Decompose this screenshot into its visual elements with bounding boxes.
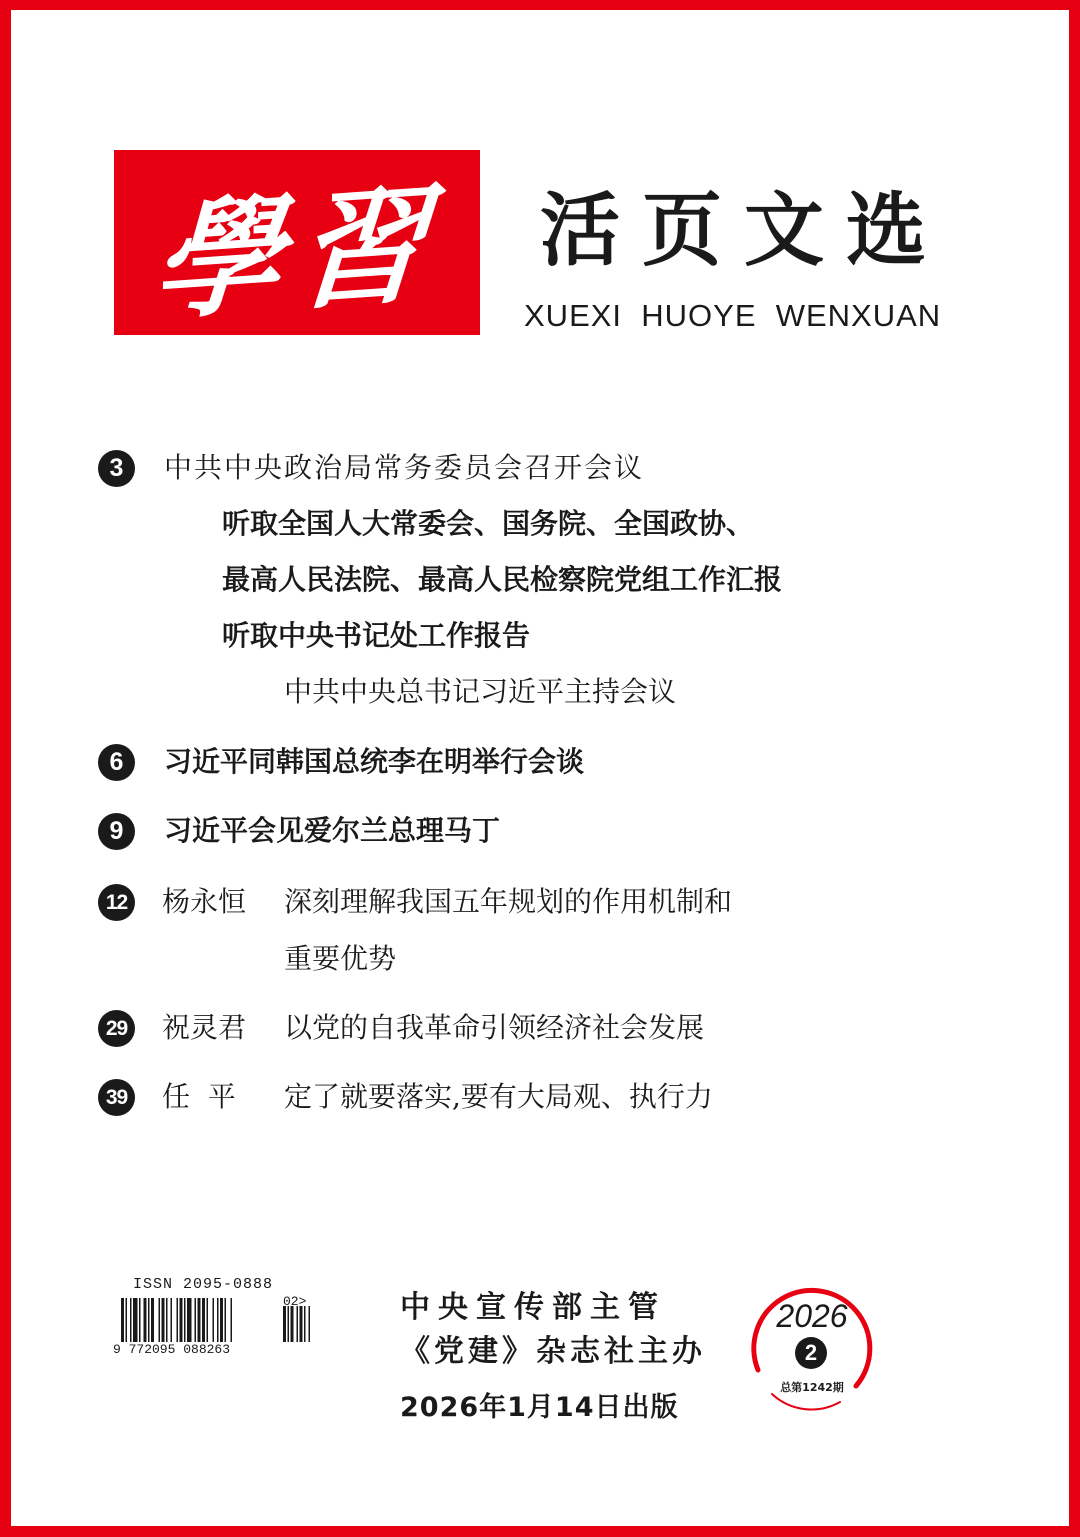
barcode-bar [148, 1298, 150, 1342]
issue-year: 2026 [776, 1298, 848, 1334]
barcode-addon-bar [304, 1306, 306, 1342]
toc-author: 任 平 [162, 1080, 236, 1113]
barcode-bar [207, 1298, 209, 1342]
barcode-addon-bar [288, 1306, 290, 1342]
barcode-bar [162, 1298, 165, 1342]
barcode-addon-bar [300, 1306, 303, 1342]
barcode-bar [171, 1298, 173, 1342]
magazine-title: 活页文选 [540, 183, 948, 277]
barcode-bar [144, 1298, 147, 1342]
barcode-bar [130, 1298, 132, 1342]
magazine-title-pinyin: XUEXI HUOYE WENXUAN [524, 298, 942, 333]
page-number-badge: 12 [98, 884, 135, 921]
barcode-addon-bar [297, 1306, 299, 1342]
sponsor-text: 《党建》杂志社主办 [400, 1334, 706, 1369]
barcode-bar [184, 1298, 186, 1342]
barcode-bar [121, 1298, 124, 1342]
barcode-addon: 02> [283, 1294, 307, 1309]
page-number-badge: 6 [98, 744, 135, 781]
issue-number: 2 [795, 1337, 827, 1369]
page-number-badge: 3 [98, 450, 135, 487]
toc-subtitle: 听取全国人大常委会、国务院、全国政协、 [222, 507, 755, 540]
barcode-addon-bar [283, 1306, 286, 1342]
page-number-badge: 29 [98, 1010, 135, 1047]
barcode-bar [133, 1298, 138, 1342]
toc-title: 重要优势 [284, 942, 397, 975]
toc-subtitle: 听取中央书记处工作报告 [222, 619, 531, 652]
toc-title: 习近平同韩国总统李在明举行会谈 [164, 745, 585, 778]
barcode-bar [151, 1298, 154, 1342]
barcode-bar [213, 1298, 215, 1342]
barcode-bar [187, 1298, 192, 1342]
barcode-bar [126, 1298, 128, 1342]
page-number-badge: 9 [98, 813, 135, 850]
barcode-addon-bar [309, 1306, 311, 1342]
toc-title: 中共中央政治局常务委员会召开会议 [164, 451, 645, 484]
logo-calligraphy: 學習 [147, 168, 445, 339]
toc-title: 以党的自我革命引领经济社会发展 [284, 1011, 705, 1044]
supervisor-text: 中央宣传部主管 [400, 1290, 666, 1325]
toc-subtitle: 中共中央总书记习近平主持会议 [284, 675, 677, 708]
barcode-bar [177, 1298, 179, 1342]
barcode-addon-bar [291, 1306, 294, 1342]
toc-author: 杨永恒 [162, 885, 247, 918]
issn-label: ISSN 2095-0888 [133, 1276, 274, 1293]
barcode-bar [180, 1298, 183, 1342]
barcode-bar [231, 1298, 233, 1342]
barcode-bar [225, 1298, 227, 1342]
publish-date: 2026年1月14日出版 [400, 1392, 679, 1423]
barcode-bar [217, 1298, 219, 1342]
toc-subtitle: 最高人民法院、最高人民检察院党组工作汇报 [222, 563, 783, 596]
toc-title: 定了就要落实,要有大局观、执行力 [284, 1080, 713, 1113]
barcode-bar [195, 1298, 197, 1342]
issue-total: 总第1242期 [780, 1381, 844, 1394]
barcode-bar [220, 1298, 223, 1342]
toc-title: 深刻理解我国五年规划的作用机制和 [284, 885, 733, 918]
barcode-bar [159, 1298, 161, 1342]
barcode-bar [198, 1298, 201, 1342]
toc-author: 祝灵君 [162, 1011, 247, 1044]
barcode-bar [166, 1298, 168, 1342]
barcode-bar [202, 1298, 205, 1342]
barcode-bar [139, 1298, 141, 1342]
barcode [113, 1276, 325, 1358]
barcode-number: 9 772095 088263 [113, 1342, 231, 1357]
toc-title: 习近平会见爱尔兰总理马丁 [164, 814, 501, 847]
page-number-badge: 39 [98, 1079, 135, 1116]
issue-badge [744, 1278, 880, 1414]
